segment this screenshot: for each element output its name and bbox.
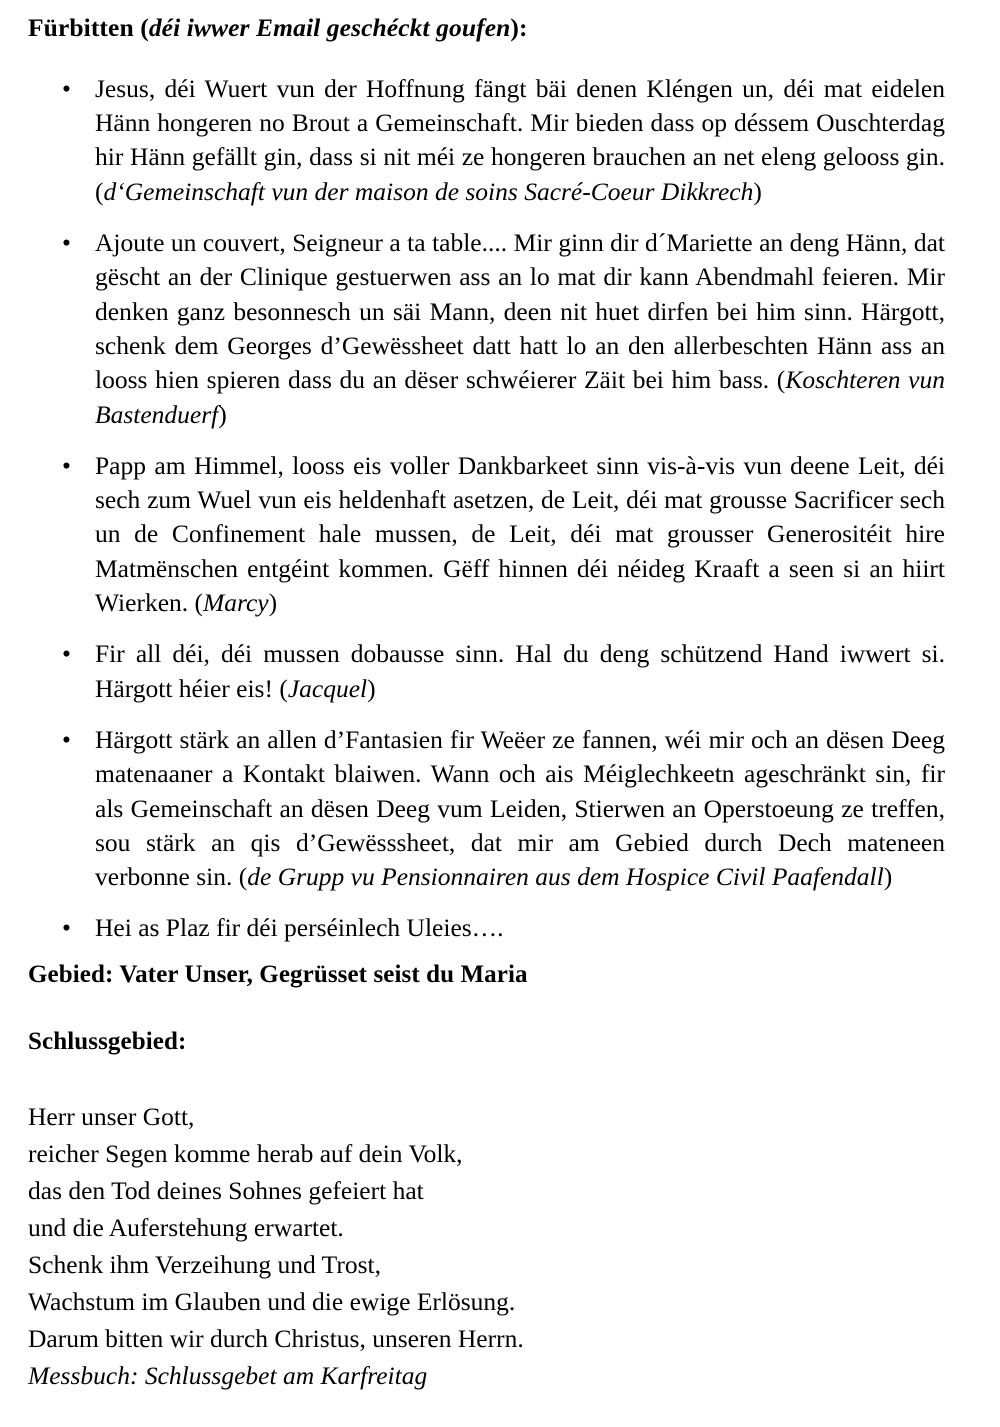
intercession-body: Jesus, déi Wuert vun der Hoffnung fängt bäi denen Kléngen un, déi mat eidelen Hänn hongeren no Brout a Gemeinschaft. Mir bieden dass op déssem Ouschterdag hir Hänn gefällt gin, dass si nit méi ze hongeren brauchen an net eleng gelooss gin. ( xyxy=(95,73,945,206)
intercession-body: Ajoute un couvert, Seigneur a ta table.... Mir ginn dir d´Mariette an deng Hänn, dat gëscht an der Clinique gestuerwen ass an lo mat dir kann Abendmahl feieren. Mir denken ganz besonnesch un säi Mann, deen nit huet dirfen bei him sinn. Härgott, schenk dem Georges d’Gewëssheet datt hatt lo an den allerbeschten Hänn ass an looss hien spieren dass du an dëser schwéierer Zäit bei him bass. ( xyxy=(95,228,945,395)
intercession-source: d‘Gemeinschaft vun der maison de soins Sacré-Coeur Dikkrech xyxy=(103,176,754,206)
intercessions-list xyxy=(28,72,945,946)
intercession-source: Jacquel xyxy=(287,673,368,703)
list-item xyxy=(28,723,945,894)
prayer-line: Darum bitten wir durch Christus, unseren Herrn. xyxy=(28,1324,524,1354)
intercession-tail: ) xyxy=(883,862,893,892)
intercession-body: Papp am Himmel, looss eis voller Dankbarkeet sinn vis-à-vis vun deene Leit, déi sech zum Wuel vun eis heldenhaft asetzen, de Leit, déi mat grousse Sacrificer sech un de Confinement hale mussen, de Leit, déi mat grousser Generositéit hire Matmënschen entgéint kommen. Gëff hinnen déi néideg Kraaft a seen si an hiirt Wierken. ( xyxy=(95,450,945,618)
prayer-line: Wachstum im Glauben und die ewige Erlösung. xyxy=(28,1287,516,1317)
intercession-body: Härgott stärk an allen d’Fantasien fir Weëer ze fannen, wéi mir och an dësen Deeg matenaaner a Kontakt blaiwen. Wann och ais Méiglechkeetn ageschränkt sin, fir als Gemeinschaft an dësen Deeg vum Leiden, Stierwen an Operstoeung ze treffen, sou stärk an qis d’Gewësssheet, dat mir am Gebied durch Dech mateneen verbonne sin. ( xyxy=(95,724,945,892)
bullet-marker: • xyxy=(62,73,71,103)
prayer-line: reicher Segen komme herab auf dein Volk, xyxy=(28,1139,463,1169)
intercession-source: de Grupp vu Pensionnairen aus dem Hospice Civil Paafendall xyxy=(247,862,884,892)
spacer-after-gebied xyxy=(28,990,945,1026)
list-item xyxy=(28,72,945,209)
page-title-italic: déi iwwer Email geschéckt goufen xyxy=(148,13,511,42)
prayer-line: Schenk ihm Verzeihung und Trost, xyxy=(28,1250,381,1280)
bullet-marker: • xyxy=(62,913,71,943)
spacer-after-schlussgebied xyxy=(28,1057,945,1099)
bullet-marker: • xyxy=(62,639,71,669)
intercession-tail: ) xyxy=(268,588,278,618)
page-title-paren-open: ( xyxy=(140,13,149,42)
intercession-body: Fir all déi, déi mussen dobausse sinn. Hal du deng schützend Hand iwwert si. Härgott héier eis! ( xyxy=(95,639,945,703)
page-title xyxy=(28,12,945,44)
intercession-source: Marcy xyxy=(203,588,269,618)
prayer-source-citation: Messbuch: Schlussgebet am Karfreitag xyxy=(28,1360,428,1390)
intercession-source: Koschteren vun Bastenduerf xyxy=(95,365,945,429)
prayer-line: Herr unser Gott, xyxy=(28,1102,195,1132)
page-title-paren-close: ): xyxy=(510,13,528,42)
bullet-marker: • xyxy=(62,450,71,480)
gebied-heading: Gebied: Vater Unser, Gegrüsset seist du Maria xyxy=(28,960,528,988)
list-item xyxy=(28,226,945,432)
spacer-after-title xyxy=(28,44,945,72)
list-item xyxy=(28,911,945,945)
intercession-body: Hei as Plaz fir déi perséinlech Uleies…. xyxy=(95,913,504,943)
schlussgebied-heading: Schlussgebied: xyxy=(28,1027,187,1055)
prayer-line: und die Auferstehung erwartet. xyxy=(28,1213,344,1243)
page-title-main: Fürbitten xyxy=(28,13,134,42)
bullet-marker: • xyxy=(62,228,71,258)
intercession-tail: ) xyxy=(367,673,376,703)
list-item xyxy=(28,637,945,706)
closing-prayer xyxy=(28,1099,945,1395)
list-item xyxy=(28,449,945,620)
intercession-tail: ) xyxy=(753,176,762,206)
prayer-line: das den Tod deines Sohnes gefeiert hat xyxy=(28,1176,424,1206)
intercession-tail: ) xyxy=(218,399,227,429)
bullet-marker: • xyxy=(62,724,71,754)
